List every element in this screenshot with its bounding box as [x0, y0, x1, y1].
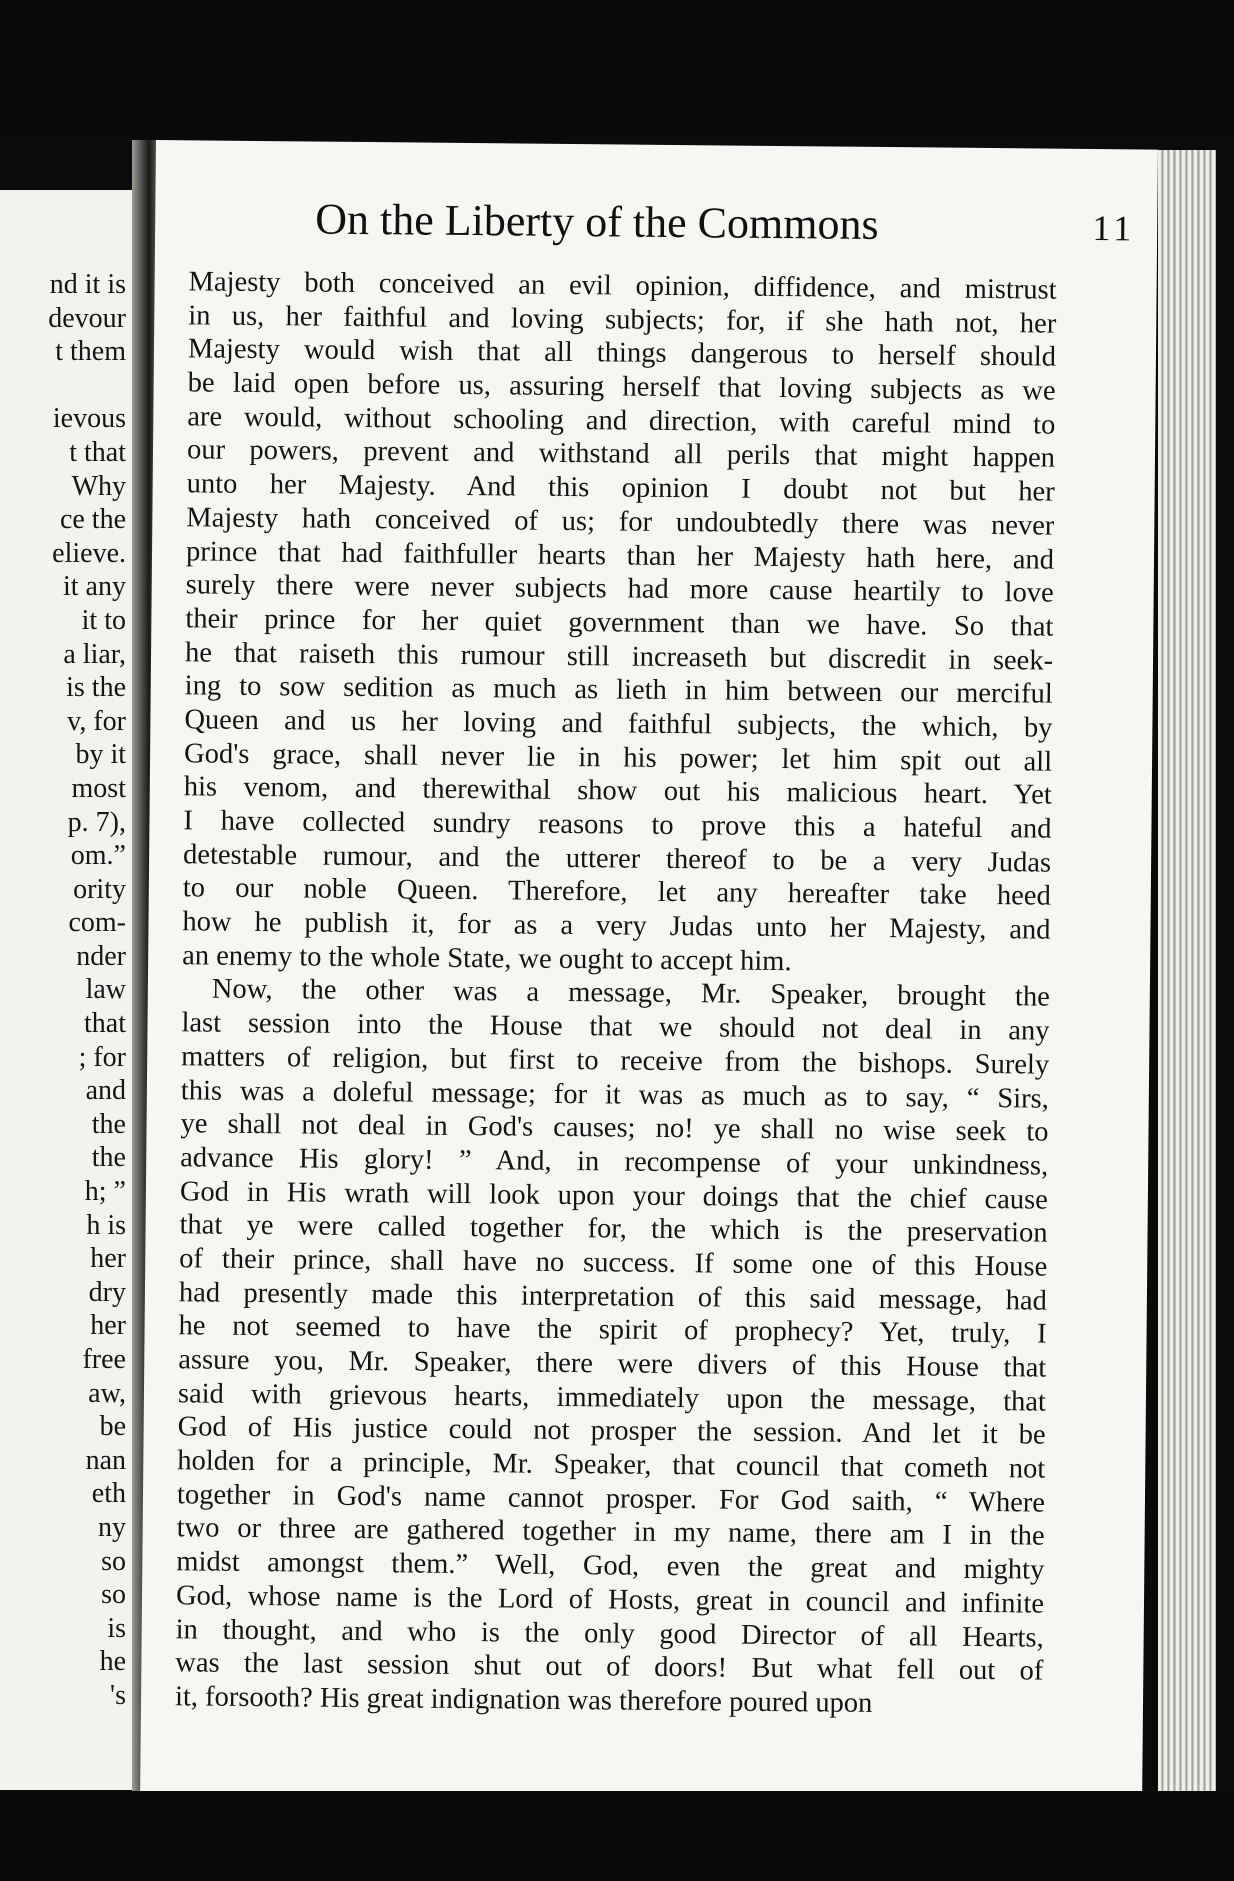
text-line: are would, without schooling and direction, with careful mind to [187, 401, 1056, 441]
text-line: unto her Majesty. And this opinion I doubt not but her [186, 468, 1055, 508]
text-line: an enemy to the whole State, we ought to accept him. [182, 940, 792, 977]
text-line: he that raiseth this rumour still increaseth but discredit in seek- [184, 636, 1054, 677]
text-line: together in God's name cannot prosper. For God saith, “ Where [176, 1479, 1046, 1519]
text-line: in thought, and who is the only good Director of all Hearts, [175, 1613, 1044, 1654]
left-text-fragment: com- [68, 907, 126, 939]
text-line: Majesty hath conceived of us; for undoubtedly there was never [186, 502, 1055, 542]
left-text-fragment: it any [63, 571, 126, 603]
left-text-fragment: free [82, 1344, 126, 1375]
body-text [175, 265, 1057, 1722]
left-text-fragment: her [90, 1310, 126, 1342]
left-text-fragment: ; for [78, 1041, 126, 1073]
text-line: in us, her faithful and loving subjects; for, if she hath not, her [188, 300, 1057, 340]
left-text-fragment: t that [69, 436, 126, 468]
left-text-fragment: and [85, 1075, 126, 1107]
left-text-fragment: that [84, 1008, 126, 1040]
text-line: their prince for her quiet government than we have. So that [185, 603, 1054, 643]
left-text-fragment: t them [55, 336, 126, 368]
page-edges [1158, 150, 1216, 1810]
text-line: God in His wrath will look upon your doings that the chief cause [179, 1175, 1049, 1216]
left-text-fragment: her [90, 1243, 126, 1275]
left-text-fragment: h; ” [84, 1176, 126, 1208]
text-line: ing to sow sedition as much as lieth in him between our merciful [184, 670, 1053, 710]
left-text-fragment: ny [98, 1511, 126, 1543]
left-text-fragment: eth [91, 1478, 126, 1510]
text-line: God of His justice could not prosper the session. And let it be [177, 1411, 1046, 1451]
text-line: midst amongst them.” Well, God, even the great and mighty [176, 1546, 1045, 1586]
left-text-fragment: nd it is [49, 269, 126, 300]
left-page-text [48, 268, 126, 1713]
left-text-fragment: the [91, 1142, 126, 1174]
left-text-fragment: is [107, 1612, 126, 1644]
text-line: Majesty would wish that all things dangerous to herself should [187, 333, 1057, 374]
left-text-fragment: is the [66, 672, 126, 704]
text-line: holden for a principle, Mr. Speaker, that council that cometh not [177, 1445, 1046, 1485]
left-text-fragment: elieve. [52, 537, 126, 569]
text-line: surely there were never subjects had more cause heartily to love [185, 569, 1054, 609]
left-text-fragment: by it [75, 739, 126, 771]
text-line: matters of religion, but first to receive from the bishops. Surely [181, 1041, 1050, 1081]
text-line: that ye were called together for, the which is the preservation [179, 1209, 1048, 1249]
page-number: 11 [1092, 207, 1136, 249]
right-page [140, 140, 1158, 1810]
running-head: On the Liberty of the Commons [315, 194, 879, 249]
text-line: God, whose name is the Lord of Hosts, great in council and infinite [175, 1580, 1045, 1620]
text-line: assure you, Mr. Speaker, there were divers of this House that [178, 1344, 1047, 1384]
text-line: detestable rumour, and the utterer thereof to be a very Judas [182, 838, 1052, 879]
left-text-fragment: he [99, 1646, 126, 1678]
left-text-fragment: aw, [88, 1377, 126, 1409]
text-line: advance His glory! ” And, in recompense of your unkindness, [180, 1142, 1049, 1182]
left-text-fragment: law [85, 974, 126, 1006]
text-line: was the last session shut out of doors! But what fell out of [175, 1647, 1044, 1687]
left-text-fragment: most [71, 772, 126, 804]
left-text-fragment: the [91, 1108, 126, 1140]
text-line: be laid open before us, assuring herself that loving subjects as we [187, 367, 1056, 407]
left-text-fragment: ievous [52, 403, 126, 435]
left-text-fragment: p. 7), [67, 806, 126, 838]
left-text-fragment: so [101, 1545, 126, 1577]
text-line: Queen and us her loving and faithful subjects, the which, by [184, 704, 1053, 744]
left-text-fragment: v, for [67, 705, 126, 737]
text-line: how he publish it, for as a very Judas unto her Majesty, and [182, 906, 1051, 946]
left-text-fragment: om.” [70, 840, 126, 872]
scan-background-top [0, 0, 1234, 140]
left-text-fragment: dry [88, 1276, 126, 1308]
scan-background-bottom [0, 1791, 1234, 1881]
text-line: had presently made this interpretation of this said message, had [178, 1276, 1048, 1317]
left-text-fragment: ce the [59, 504, 126, 536]
text-line: it, forsooth? His great indignation was therefore poured upon [174, 1681, 873, 1719]
text-line: prince that had faithfuller hearts than her Majesty hath here, and [185, 535, 1055, 576]
left-text-fragment: a liar, [63, 638, 126, 670]
left-text-fragment: it to [81, 604, 126, 636]
left-text-fragment: 's [110, 1679, 126, 1711]
text-line: Majesty both conceived an evil opinion, diffidence, and mistrust [188, 266, 1057, 306]
text-line: this was a doleful message; for it was as much as to say, “ Sirs, [180, 1074, 1049, 1115]
left-text-fragment: ority [73, 873, 126, 905]
text-line: Now, the other was a message, Mr. Speaker, brought the [211, 974, 1050, 1014]
text-line: two or three are gathered together in my name, there am I in the [176, 1512, 1045, 1553]
text-line: he not seemed to have the spirit of prophecy? Yet, truly, I [178, 1310, 1047, 1350]
left-text-fragment: be [99, 1411, 126, 1443]
left-facing-page [0, 190, 132, 1790]
text-line: God's grace, shall never lie in his power; let him spit out all [183, 737, 1053, 778]
left-text-fragment: Why [71, 470, 126, 502]
text-line: last session into the House that we should not deal in any [181, 1007, 1050, 1047]
text-line: to our noble Queen. Therefore, let any hereafter take heed [182, 872, 1051, 912]
page-header [315, 194, 1136, 262]
left-text-fragment: nan [85, 1444, 126, 1476]
left-text-fragment: so [101, 1579, 126, 1611]
text-line: I have collected sundry reasons to prove this a hateful and [183, 805, 1052, 845]
text-line: our powers, prevent and withstand all perils that might happen [186, 434, 1056, 475]
text-line: of their prince, shall have no success. If some one of this House [179, 1243, 1048, 1283]
text-line: his venom, and therewithal show out his malicious heart. Yet [183, 771, 1052, 811]
left-text-fragment: devour [48, 302, 126, 334]
left-text-fragment: h is [86, 1209, 126, 1241]
left-text-fragment: nder [76, 940, 126, 972]
text-line: said with grievous hearts, immediately upon the message, that [177, 1377, 1047, 1418]
text-line: ye shall not deal in God's causes; no! ye shall no wise seek to [180, 1108, 1049, 1148]
left-text-fragment [48, 369, 126, 403]
